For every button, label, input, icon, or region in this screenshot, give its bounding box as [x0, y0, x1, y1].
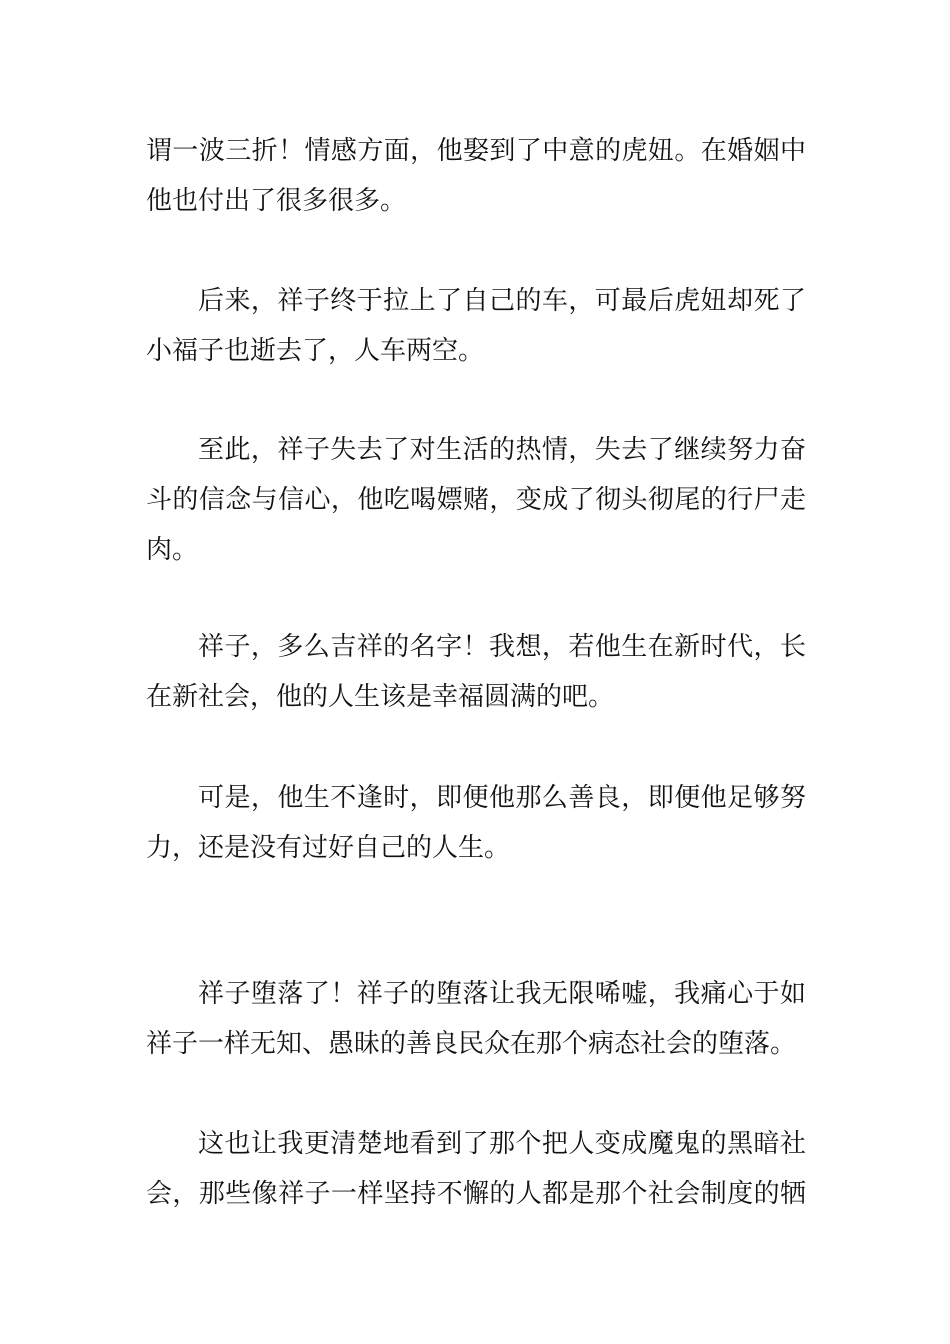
text-line: 斗的信念与信心，他吃喝嫖赌，变成了彻头彻尾的行尸走	[146, 485, 806, 515]
text-line: 肉。	[146, 535, 199, 565]
text-line: 会，那些像祥子一样坚持不懈的人都是那个社会制度的牺	[146, 1179, 806, 1209]
text-line: 谓一波三折！情感方面，他娶到了中意的虎妞。在婚姻中	[146, 136, 806, 166]
paragraph-3	[146, 425, 806, 575]
text-line: 祥子，多么吉祥的名字！我想，若他生在新时代，长	[198, 632, 806, 662]
text-line: 力，还是没有过好自己的人生。	[146, 833, 511, 863]
text-line: 这也让我更清楚地看到了那个把人变成魔鬼的黑暗社	[198, 1129, 806, 1159]
paragraph-6	[146, 969, 806, 1069]
paragraph-1	[146, 126, 806, 226]
text-line: 祥子一样无知、愚昧的善良民众在那个病态社会的堕落。	[146, 1029, 797, 1059]
text-line: 可是，他生不逢时，即便他那么善良，即便他足够努	[198, 783, 806, 813]
paragraph-4	[146, 622, 806, 722]
text-line: 至此，祥子失去了对生活的热情，失去了继续努力奋	[198, 435, 806, 465]
paragraph-7	[146, 1119, 806, 1219]
text-line: 小福子也逝去了，人车两空。	[146, 336, 485, 366]
text-line: 他也付出了很多很多。	[146, 186, 407, 216]
text-line: 在新社会，他的人生该是幸福圆满的吧。	[146, 682, 615, 712]
paragraph-2	[146, 276, 806, 376]
text-line: 后来，祥子终于拉上了自己的车，可最后虎妞却死了	[198, 286, 806, 316]
paragraph-5	[146, 773, 806, 873]
text-line: 祥子堕落了！祥子的堕落让我无限唏嘘，我痛心于如	[198, 979, 806, 1009]
